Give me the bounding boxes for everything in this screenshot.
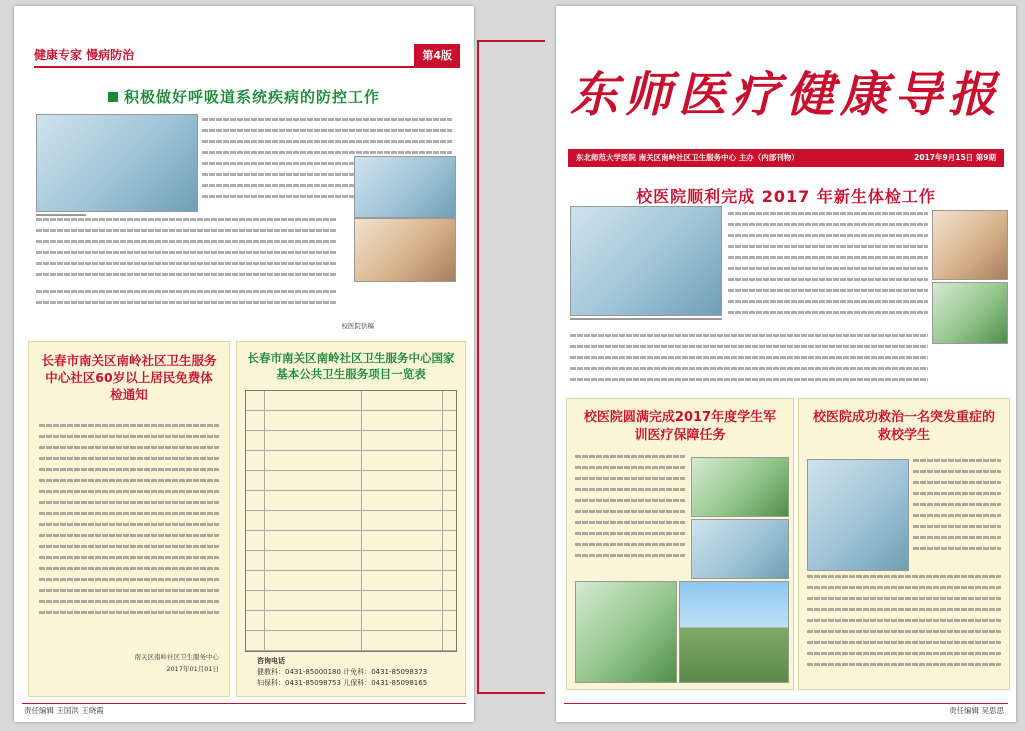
photo-training-field (691, 457, 789, 517)
notice-body (39, 424, 219, 644)
photo-hospital-ward (807, 459, 909, 571)
photo-exam-room (932, 282, 1008, 344)
contact-title: 咨询电话 (257, 657, 285, 665)
story2-text (575, 455, 685, 575)
notice-signature: 南关区南岭社区卫生服务中心 (134, 653, 219, 661)
photo-reception (354, 218, 456, 282)
main-article-text (728, 212, 928, 332)
main-article-text-2 (570, 334, 928, 394)
gutter-frame (477, 40, 545, 694)
article-text-block-2 (36, 218, 336, 288)
headline-marker-icon (108, 92, 118, 102)
masthead-infobar (568, 149, 1004, 167)
story2-headline: 校医院圆满完成2017年度学生军训医疗保障任务 (583, 410, 777, 443)
military-training-story (566, 398, 794, 690)
public-health-services-panel (236, 341, 466, 697)
story3-text-2 (807, 575, 1001, 681)
notice-title: 长春市南关区南岭社区卫生服务中心社区60岁以上居民免费体检通知 (41, 353, 217, 402)
main-headline: 校医院顺利完成 2017 年新生体检工作 (636, 187, 936, 206)
left-page-header (34, 44, 460, 68)
right-footer-editor: 责任编辑 吴思思 (949, 706, 1004, 715)
issue-date: 2017年9月15日 第9期 (914, 153, 996, 162)
photo-soldiers-care (575, 581, 677, 683)
senior-checkup-notice (28, 341, 230, 697)
story3-text (913, 459, 1001, 569)
photo-first-aid (691, 519, 789, 579)
column-tag: 健康专家 慢病防治 (34, 48, 135, 62)
publisher-info: 东北师范大学医院 南关区南岭社区卫生服务中心 主办（内部刊物） (576, 153, 799, 162)
masthead: 东师医疗健康导报 (569, 67, 1002, 123)
left-footer-editor: 责任编辑 王国洪 王晓霞 (24, 706, 104, 715)
article-byline: 校医院供稿 (341, 322, 374, 330)
rescue-story (798, 398, 1010, 690)
photo-medical-tent (679, 581, 789, 683)
respiratory-headline: 积极做好呼吸道系统疾病的防控工作 (44, 86, 444, 107)
services-table (245, 390, 457, 652)
notice-date: 2017年01月01日 (166, 665, 219, 673)
photo-nurse (354, 156, 456, 218)
photo-clinic-doctors (36, 114, 198, 212)
edition-badge: 第4版 (414, 44, 460, 66)
left-page (14, 6, 474, 722)
right-page (556, 6, 1016, 722)
story3-headline: 校医院成功救治一名突发重症的救校学生 (812, 410, 995, 443)
photo-students-line (932, 210, 1008, 280)
contact-line-2: 妇保科：0431-85098753 儿保科：0431-85098165 (257, 679, 428, 687)
services-title: 长春市南关区南岭社区卫生服务中心国家基本公共卫生服务项目一览表 (247, 351, 455, 381)
photo-checkup-hall (570, 206, 722, 316)
article-text-block-3 (36, 290, 336, 310)
contact-line-1: 健教科：0431-85000180 计免科：0431-85098373 (257, 668, 428, 676)
